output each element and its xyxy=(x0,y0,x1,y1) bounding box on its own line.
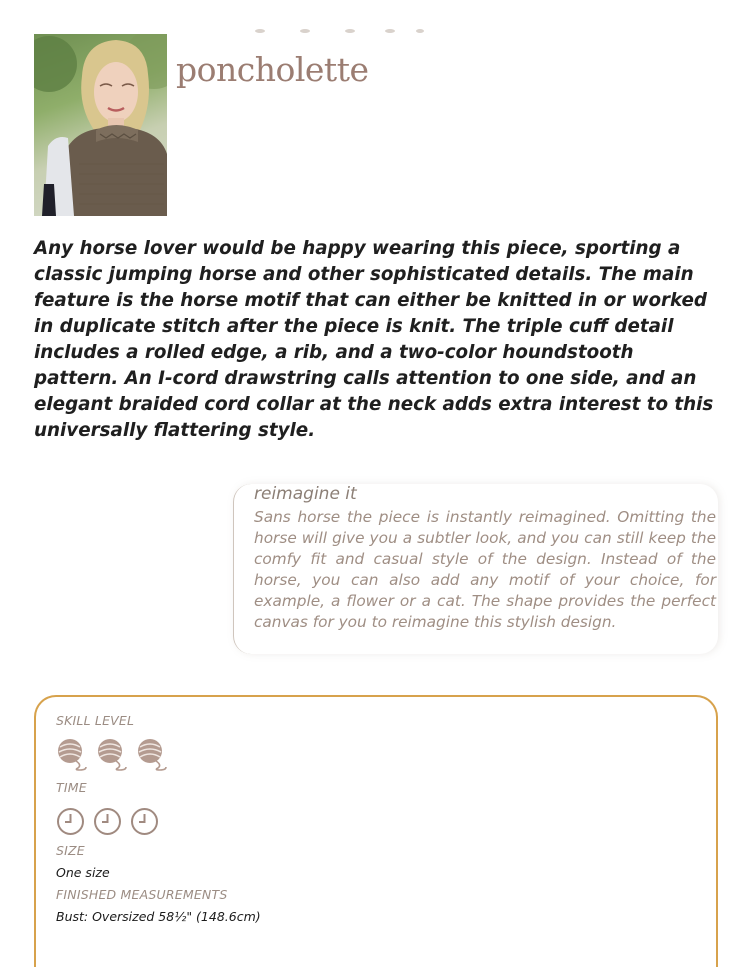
yarn-ball-icon xyxy=(56,737,88,771)
clock-icon xyxy=(93,807,122,836)
skill-level-rating xyxy=(56,737,168,771)
page-top-decoration xyxy=(240,28,430,34)
finished-measurements-label: FINISHED MEASUREMENTS xyxy=(56,887,228,902)
time-label: TIME xyxy=(56,780,87,795)
time-rating xyxy=(56,807,159,836)
yarn-ball-icon xyxy=(136,737,168,771)
size-label: SIZE xyxy=(56,843,85,858)
yarn-ball-icon xyxy=(96,737,128,771)
size-value: One size xyxy=(56,865,110,880)
skill-level-label: SKILL LEVEL xyxy=(56,713,135,728)
clock-icon xyxy=(130,807,159,836)
model-photo xyxy=(34,34,167,216)
pattern-description: Any horse lover would be happy wearing this piece, sporting a classic jumping horse and other sophisticated details. The main feature is the horse motif that can either be knitted in or worked in duplicate stitch after the piece is knit. The triple cuff detail includes a rolled edge, a rib, and a two-color houndstooth pattern. An I-cord drawstring calls attention to one side, and an elegant braided cord collar at the neck adds extra interest to this universally flattering style. xyxy=(34,238,714,441)
reimagine-heading: reimagine it xyxy=(254,484,357,504)
pattern-details-box xyxy=(34,695,718,967)
reimagine-body: Sans horse the piece is instantly reimagined. Omitting the horse will give you a subtler look, and you can still keep the comfy fit and casual style of the design. Instead of the horse, you can also add any motif of your choice, for example, a flower or a cat. The shape provides the perfect canvas for you to reimagine this stylish design. xyxy=(254,508,716,631)
clock-icon xyxy=(56,807,85,836)
pattern-title: poncholette xyxy=(176,50,369,89)
finished-measurements-value: Bust: Oversized 58½" (148.6cm) xyxy=(56,909,261,924)
reimagine-callout xyxy=(233,484,718,654)
